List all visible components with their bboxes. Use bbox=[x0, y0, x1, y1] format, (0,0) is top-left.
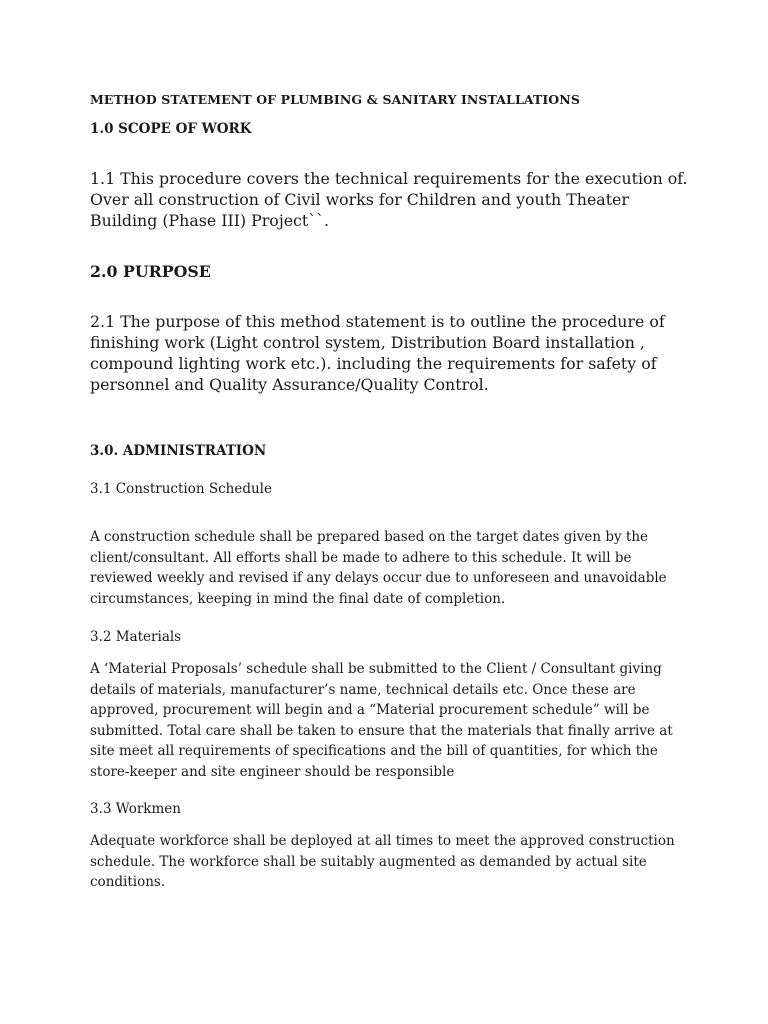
purpose-heading: 2.0 PURPOSE bbox=[90, 262, 211, 281]
purpose-paragraph-2-1: 2.1 The purpose of this method statement is to outline the procedure of finishing work (Light control system, Distribution Board installation , compound lighting work etc.). including the requirements for safety of personnel and Quality Assurance/Quality Control. bbox=[90, 312, 665, 394]
workmen-text: Adequate workforce shall be deployed at all times to meet the approved construction schedule. The workforce shall be suitably augmented as demanded by actual site conditions. bbox=[90, 833, 675, 890]
scope-heading: 1.0 SCOPE OF WORK bbox=[90, 121, 252, 137]
materials-heading: 3.2 Materials bbox=[90, 629, 182, 645]
construction-schedule-heading: 3.1 Construction Schedule bbox=[90, 481, 272, 497]
scope-paragraph-1-1: 1.1 This procedure covers the technical requirements for the execution of. Over all construction of Civil works for Children and youth Theater Building (Phase III) Project``. bbox=[90, 169, 688, 230]
materials-text: A ‘Material Proposals’ schedule shall be submitted to the Client / Consultant giving details of materials, manufacturer’s name, technical details etc. Once these are approved, procurement will begin and a “Material procurement schedule” will be submitted. Total care shall be taken to ensure that the materials that finally arrive at site meet all requirements of specifications and the bill of quantities, for which the store-keeper and site engineer should be responsible bbox=[90, 661, 673, 780]
construction-schedule-text: A construction schedule shall be prepared based on the target dates given by the client/consultant. All efforts shall be made to adhere to this schedule. It will be reviewed weekly and revised if any delays occur due to unforeseen and unavoidable circumstances, keeping in mind the final date of completion. bbox=[90, 529, 667, 607]
workmen-heading: 3.3 Workmen bbox=[90, 801, 181, 817]
administration-heading: 3.0. ADMINISTRATION bbox=[90, 443, 267, 459]
document-title: METHOD STATEMENT OF PLUMBING & SANITARY INSTALLATIONS bbox=[90, 92, 580, 107]
